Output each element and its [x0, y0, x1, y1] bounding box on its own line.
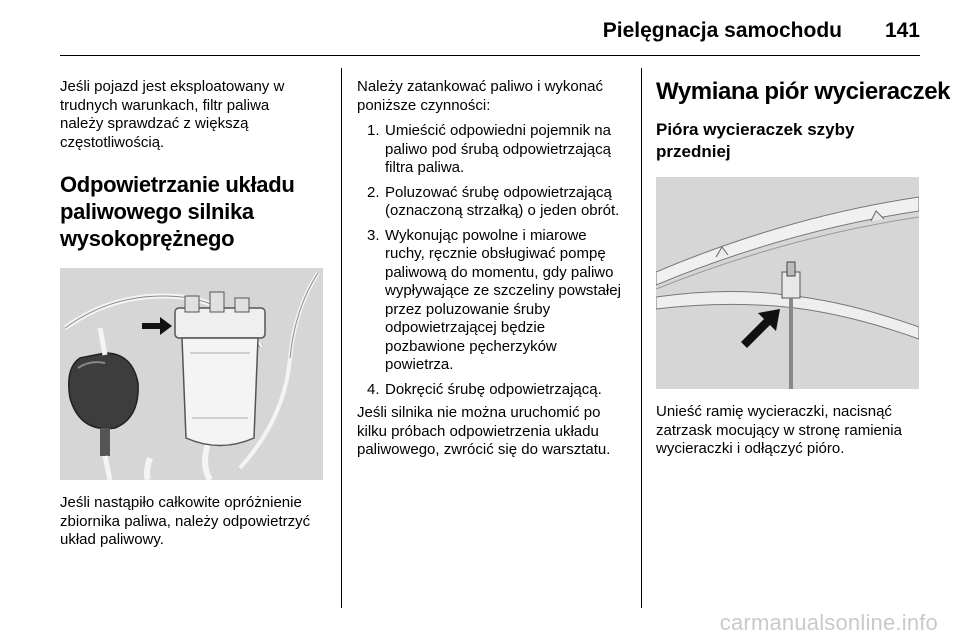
wiper-instruction-paragraph: Unieść ramię wycieraczki, nacisnąć zatrzask mocujący w stronę ramienia wycieraczki i odłączyć pióro.	[656, 403, 902, 457]
list-item	[359, 227, 629, 375]
bleeding-steps-list	[357, 122, 629, 399]
list-item	[359, 381, 629, 400]
step-number: 2.	[367, 183, 380, 201]
step-text: Dokręcić śrubę odpowietrzającą.	[385, 380, 602, 398]
step-number: 4.	[367, 380, 380, 398]
list-item	[359, 184, 629, 221]
column-right	[656, 78, 951, 459]
steps-intro: Należy zatankować paliwo i wykonać poniższe czynności:	[357, 78, 603, 114]
list-item	[359, 122, 629, 178]
step-text: Poluzować śrubę odpowietrzającą (oznaczoną strzałką) o jeden obrót.	[385, 183, 620, 219]
column-divider	[341, 68, 342, 608]
watermark: carmanualsonline.info	[719, 610, 938, 635]
page-number: 141	[884, 19, 920, 42]
workshop-paragraph: Jeśli silnika nie można uruchomić po kilku próbach odpowietrzenia układu paliwowego, zwrócić się do warsztatu.	[357, 404, 611, 458]
step-number: 1.	[367, 122, 380, 139]
section-heading-fuel-bleeding: Odpowietrzanie układu paliwowego silnika wysokoprężnego	[60, 172, 295, 251]
filter-check-paragraph: Jeśli pojazd jest eksploatowany w trudnych warunkach, filtr paliwa należy sprawdzać z większą częstotliwością.	[60, 78, 285, 151]
column-middle	[357, 78, 629, 460]
step-text: Wykonując powolne i miarowe ruchy, ręcznie obsługiwać pompę paliwową do momentu, gdy paliwo wypływające ze szczeliny powstałej przez poluzowanie śruby odpowietrzającej będzie pozbawione pęcherzyków powietrza.	[385, 226, 621, 373]
column-divider	[641, 68, 642, 608]
section-heading-wiper-blades: Wymiana piór wycieraczek	[656, 78, 951, 105]
fuel-empty-paragraph: Jeśli nastąpiło całkowite opróżnienie zbiornika paliwa, należy odpowietrzyć układ paliwowy.	[60, 494, 311, 548]
fuel-filter-figure	[60, 268, 323, 480]
step-text: Umieścić odpowiedni pojemnik na paliwo pod śrubą odpowietrzającą filtra paliwa.	[385, 122, 611, 176]
wiper-blade-figure	[656, 177, 919, 389]
step-number: 3.	[367, 226, 380, 244]
column-left	[60, 78, 328, 550]
header-title: Pielęgnacja samochodu	[602, 19, 842, 42]
subheading-windscreen-wipers: Pióra wycieraczek szyby przedniej	[656, 120, 855, 161]
page-header	[60, 0, 920, 56]
